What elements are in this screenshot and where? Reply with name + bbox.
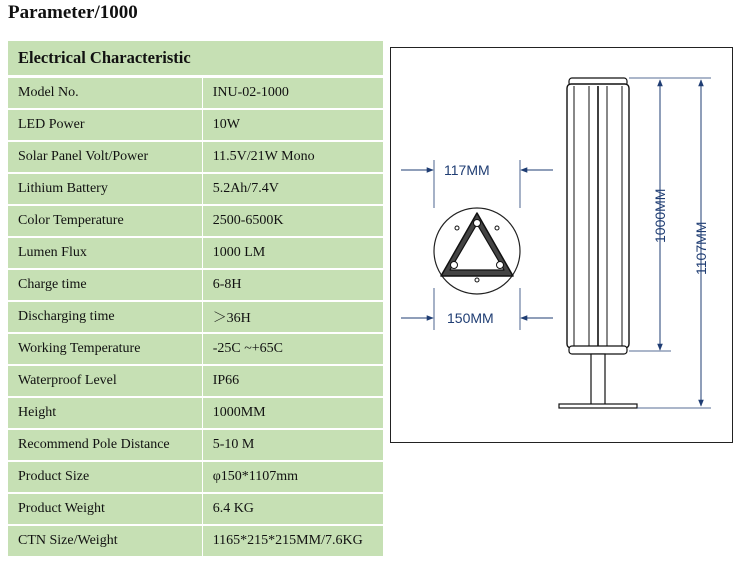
spec-value: -25C ~+65C — [202, 333, 383, 365]
spec-value: IP66 — [202, 365, 383, 397]
spec-label: Product Size — [8, 461, 202, 493]
spec-value: 6-8H — [202, 269, 383, 301]
spec-value: 1165*215*215MM/7.6KG — [202, 525, 383, 557]
table-row — [8, 269, 384, 301]
spec-value: INU-02-1000 — [202, 77, 383, 110]
spec-value: ＞36H — [202, 301, 383, 333]
page-title: Parameter/1000 — [8, 2, 138, 23]
spec-label: Solar Panel Volt/Power — [8, 141, 202, 173]
spec-label: Waterproof Level — [8, 365, 202, 397]
table-row — [8, 237, 384, 269]
spec-value: 10W — [202, 109, 383, 141]
spec-label: Height — [8, 397, 202, 429]
table-row — [8, 365, 384, 397]
spec-value: 5-10 M — [202, 429, 383, 461]
spec-value: 6.4 KG — [202, 493, 383, 525]
top-view — [401, 160, 553, 330]
spec-value: 1000 LM — [202, 237, 383, 269]
dim-height-total-label: 1107MM — [693, 221, 709, 275]
spec-label: Lumen Flux — [8, 237, 202, 269]
spec-label: Discharging time — [8, 301, 202, 333]
table-header: Electrical Characteristic — [8, 41, 384, 77]
spec-label: Model No. — [8, 77, 202, 110]
table-row — [8, 77, 384, 110]
product-dimension-diagram — [390, 47, 733, 443]
spec-table — [8, 41, 384, 558]
table-row — [8, 333, 384, 365]
spec-value: 11.5V/21W Mono — [202, 141, 383, 173]
spec-label: Color Temperature — [8, 205, 202, 237]
spec-label: Lithium Battery — [8, 173, 202, 205]
table-row — [8, 429, 384, 461]
spec-label: Recommend Pole Distance — [8, 429, 202, 461]
table-row — [8, 525, 384, 557]
table-row — [8, 109, 384, 141]
spec-label: CTN Size/Weight — [8, 525, 202, 557]
dim-top-label: 117MM — [444, 162, 490, 178]
table-header-row — [8, 41, 384, 77]
spec-value: 5.2Ah/7.4V — [202, 173, 383, 205]
spec-value: φ150*1107mm — [202, 461, 383, 493]
table-row — [8, 141, 384, 173]
spec-label: Working Temperature — [8, 333, 202, 365]
table-row — [8, 173, 384, 205]
spec-label: Product Weight — [8, 493, 202, 525]
table-row — [8, 397, 384, 429]
side-view — [559, 78, 711, 408]
spec-label: Charge time — [8, 269, 202, 301]
spec-value: 2500-6500K — [202, 205, 383, 237]
table-row — [8, 205, 384, 237]
dim-height-inner-label: 1000MM — [652, 188, 668, 243]
dimension-drawing — [391, 48, 734, 444]
spec-label: LED Power — [8, 109, 202, 141]
dim-bottom-label: 150MM — [447, 310, 494, 326]
spec-value: 1000MM — [202, 397, 383, 429]
table-row — [8, 301, 384, 333]
table-row — [8, 461, 384, 493]
table-row — [8, 493, 384, 525]
